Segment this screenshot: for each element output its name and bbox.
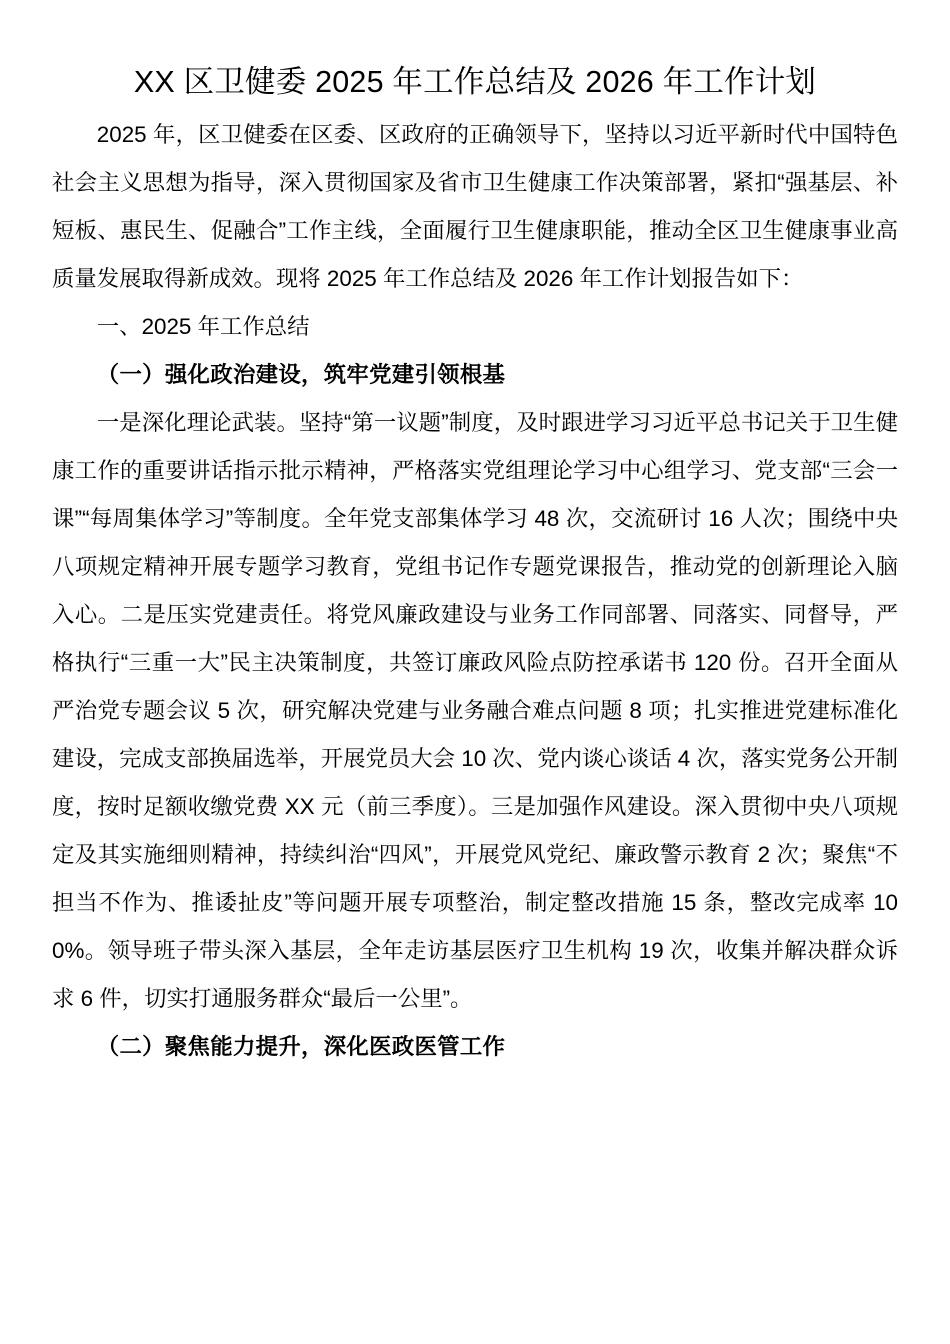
- intro-paragraph: 2025 年，区卫健委在区委、区政府的正确领导下，坚持以习近平新时代中国特色社会主义思想为指导，深入贯彻国家及省市卫生健康工作决策部署，紧扣“强基层、补短板、惠民生、促融合”工作主线，全面履行卫生健康职能，推动全区卫生健康事业高质量发展取得新成效。现将 2025 年工作总结及 2026 年工作计划报告如下：: [52, 122, 898, 291]
- page-title: XX 区卫健委 2025 年工作总结及 2026 年工作计划: [133, 65, 817, 99]
- document-body: [52, 0, 898, 1071]
- subsection-heading-2: （二）聚焦能力提升，深化医政医管工作: [96, 1034, 506, 1059]
- subsection-heading-1: （一）强化政治建设，筑牢党建引领根基: [96, 362, 506, 387]
- subsection-1-body: 一是深化理论武装。坚持“第一议题”制度，及时跟进学习习近平总书记关于卫生健康工作的重要讲话指示批示精神，严格落实党组理论学习中心组学习、党支部“三会一课”“每周集体学习”等制度。全年党支部集体学习 48 次，交流研讨 16 人次；围绕中央八项规定精神开展专题学习教育，党组书记作专题党课报告，推动党的创新理论入脑入心。二是压实党建责任。将党风廉政建设与业务工作同部署、同落实、同督导，严格执行“三重一大”民主决策制度，共签订廉政风险点防控承诺书 120 份。召开全面从严治党专题会议 5 次，研究解决党建与业务融合难点问题 8 项；扎实推进党建标准化建设，完成支部换届选举，开展党员大会 10 次、党内谈心谈话 4 次，落实党务公开制度，按时足额收缴党费 XX 元（前三季度）。三是加强作风建设。深入贯彻中央八项规定及其实施细则精神，持续纠治“四风”，开展党风党纪、廉政警示教育 2 次；聚焦“不担当不作为、推诿扯皮”等问题开展专项整治，制定整改措施 15 条，整改完成率 100%。领导班子带头深入基层，全年走访基层医疗卫生机构 19 次，收集并解决群众诉求 6 件，切实打通服务群众“最后一公里”。: [52, 410, 898, 1011]
- section-heading-1: 一、2025 年工作总结: [96, 314, 310, 339]
